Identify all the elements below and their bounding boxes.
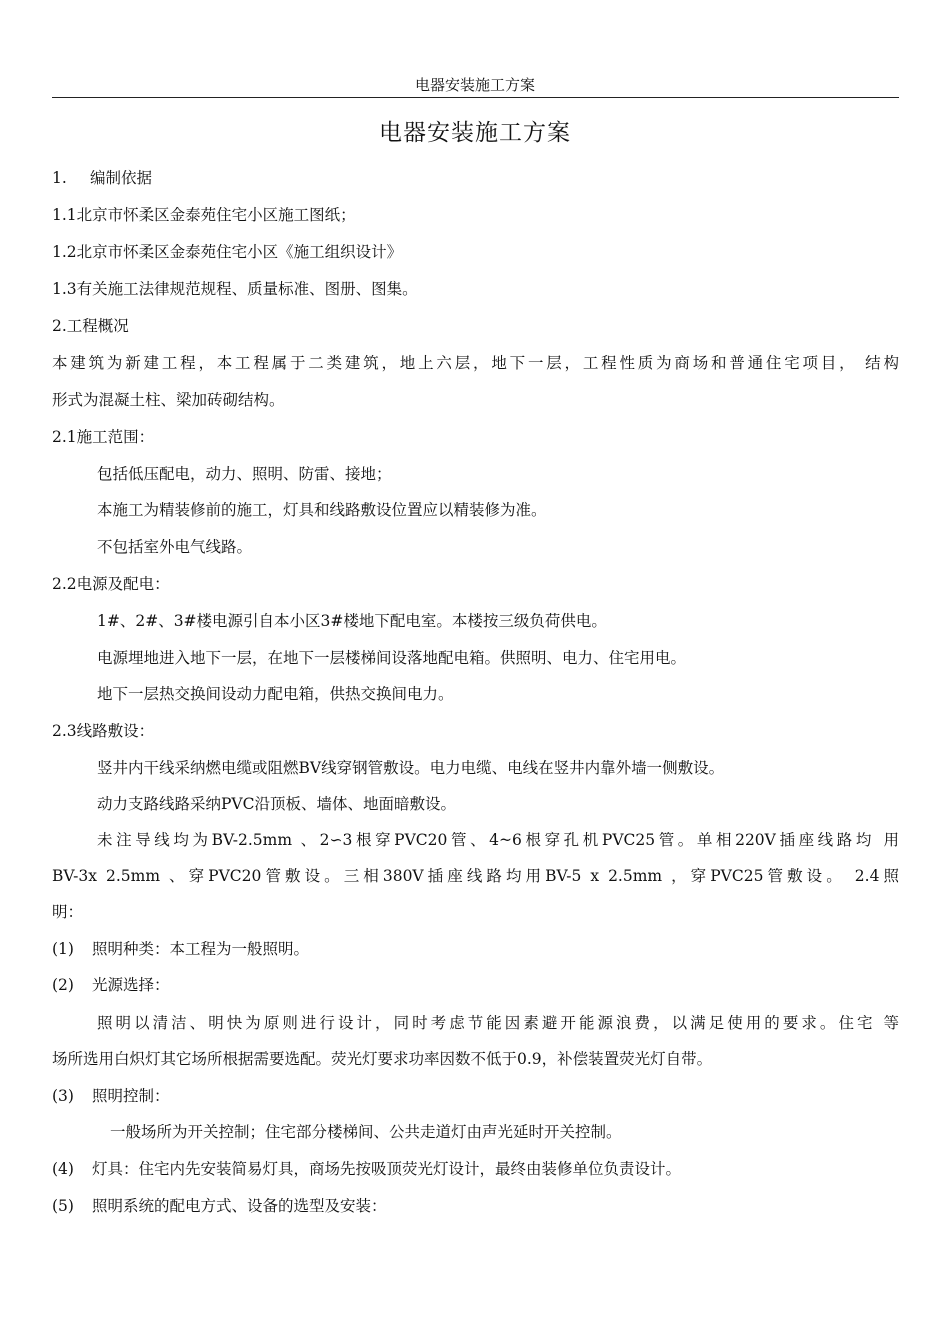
item-2-1-heading: 2.1施工范围： bbox=[52, 428, 155, 446]
control-paragraph: 一般场所为开关控制；住宅部分楼梯间、公共走道灯由声光延时开关控制。 bbox=[110, 1123, 622, 1141]
item-number: (5) bbox=[52, 1197, 74, 1215]
wiring-para-line-3: 明： bbox=[52, 903, 84, 921]
header-rule bbox=[52, 97, 899, 98]
item-text: 光源选择： bbox=[92, 976, 170, 994]
scope-line-b: 本施工为精装修前的施工，灯具和线路敷设位置应以精装修为准。 bbox=[97, 501, 547, 519]
section-2-heading: 2.工程概况 bbox=[52, 317, 129, 335]
overview-paragraph-line-2: 形式为混凝土柱、梁加砖砌结构。 bbox=[52, 391, 285, 409]
item-number: (1) bbox=[52, 940, 74, 958]
light-source-para-line-1: 照明以清洁、明快为原则进行设计，同时考虑节能因素避开能源浪费，以满足使用的要求。住宅 等 bbox=[97, 1014, 899, 1032]
lighting-item-4 bbox=[52, 1157, 899, 1179]
document-title: 电器安装施工方案 bbox=[379, 120, 571, 146]
item-number: (3) bbox=[52, 1087, 74, 1105]
wiring-line-b: 动力支路线路采纳PVC沿顶板、墙体、地面暗敷设。 bbox=[97, 795, 456, 813]
power-line-a: 1#、2#、3#楼电源引自本小区3#楼地下配电室。本楼按三级负荷供电。 bbox=[97, 612, 607, 630]
wiring-line-a: 竖井内干线采纳燃电缆或阻燃BV线穿钢管敷设。电力电缆、电线在竖井内靠外墙一侧敷设。 bbox=[97, 759, 725, 777]
item-text: 照明系统的配电方式、设备的选型及安装： bbox=[92, 1197, 387, 1215]
section-number: 1. bbox=[52, 169, 67, 187]
lighting-item-2 bbox=[52, 973, 899, 995]
light-source-para-line-2: 场所选用白炽灯其它场所根据需要选配。荧光灯要求功率因数不低于0.9，补偿装置荧光灯自带。 bbox=[52, 1050, 713, 1068]
item-1-2: 1.2北京市怀柔区金泰苑住宅小区《施工组织设计》 bbox=[52, 243, 403, 261]
running-header: 电器安装施工方案 bbox=[414, 76, 535, 94]
section-title: 编制依据 bbox=[90, 169, 153, 187]
item-text: 灯具：住宅内先安装简易灯具，商场先按吸顶荧光灯设计，最终由装修单位负责设计。 bbox=[92, 1160, 682, 1178]
section-1-heading bbox=[52, 166, 899, 188]
item-text: 照明控制： bbox=[92, 1087, 170, 1105]
item-1-3: 1.3有关施工法律规范规程、质量标准、图册、图集。 bbox=[52, 280, 418, 298]
item-2-2-heading: 2.2电源及配电： bbox=[52, 575, 170, 593]
scope-line-c: 不包括室外电气线路。 bbox=[97, 538, 253, 556]
item-1-1: 1.1北京市怀柔区金泰苑住宅小区施工图纸； bbox=[52, 206, 356, 224]
lighting-item-1 bbox=[52, 937, 899, 959]
power-line-c: 地下一层热交换间设动力配电箱，供热交换间电力。 bbox=[97, 685, 454, 703]
wiring-para-line-2: BV-3x 2.5mm 、穿PVC20管敷设。三相380V插座线路均用BV-5 x 2.5mm ，穿PVC25管敷设。 2.4照 bbox=[52, 867, 899, 885]
power-line-b: 电源埋地进入地下一层，在地下一层楼梯间设落地配电箱。供照明、电力、住宅用电。 bbox=[97, 649, 687, 667]
lighting-item-3 bbox=[52, 1084, 899, 1106]
wiring-para-line-1: 未注导线均为BV-2.5mm 、2∽3根穿PVC20管、4~6根穿孔机PVC25管。单相220V插座线路均 用 bbox=[97, 831, 899, 849]
item-2-3-heading: 2.3线路敷设： bbox=[52, 722, 155, 740]
item-number: (2) bbox=[52, 976, 74, 994]
lighting-item-5 bbox=[52, 1194, 899, 1216]
item-number: (4) bbox=[52, 1160, 74, 1178]
overview-paragraph-line-1: 本建筑为新建工程，本工程属于二类建筑，地上六层，地下一层，工程性质为商场和普通住宅项目， 结构 bbox=[52, 354, 899, 372]
item-text: 照明种类：本工程为一般照明。 bbox=[92, 940, 310, 958]
scope-line-a: 包括低压配电，动力、照明、防雷、接地； bbox=[97, 465, 392, 483]
